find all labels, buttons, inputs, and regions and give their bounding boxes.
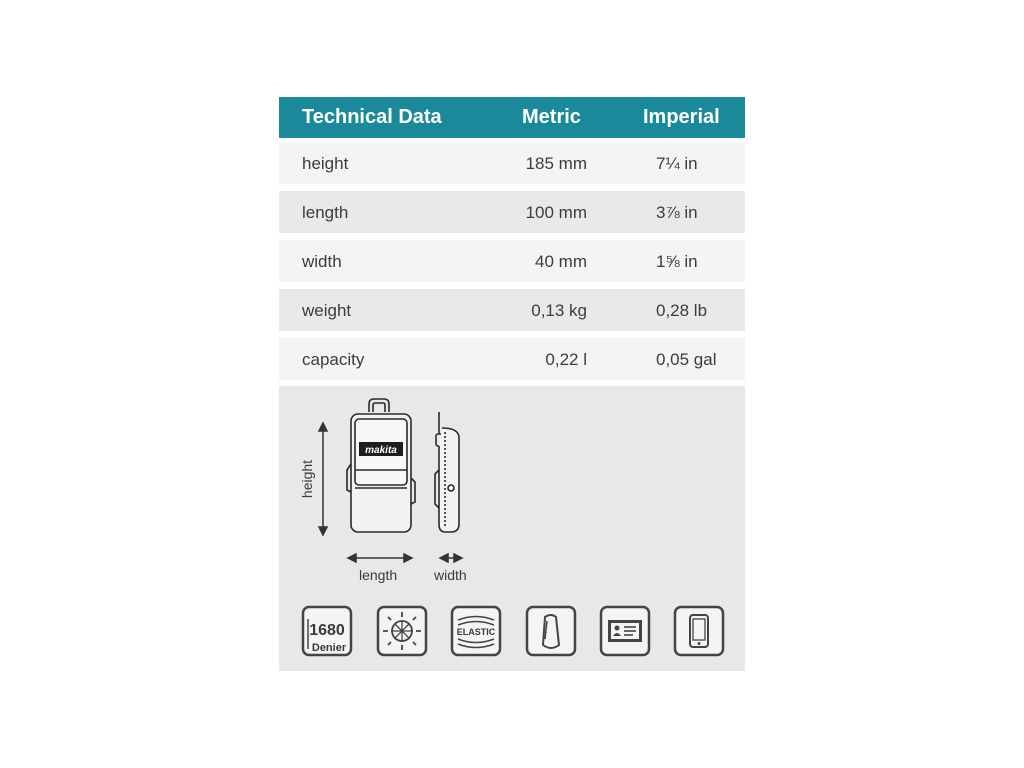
product-diagram-area xyxy=(279,386,745,671)
carabiner-icon xyxy=(525,605,577,657)
pouch-front-view xyxy=(347,399,415,532)
row-imperial: 0,28 lb xyxy=(656,301,708,320)
header-imperial: Imperial xyxy=(643,106,720,128)
row-metric: 0,22 l xyxy=(545,350,587,369)
denier-icon xyxy=(301,605,353,657)
table-header xyxy=(279,97,745,138)
denier-number: 1680 xyxy=(309,622,345,639)
header-metric: Metric xyxy=(522,106,581,128)
length-arrow xyxy=(348,554,412,562)
row-imperial: 1⅝ in xyxy=(656,252,698,271)
durable-fabric-icon xyxy=(376,605,428,657)
product-dimension-drawing xyxy=(279,386,745,586)
header-technical-data: Technical Data xyxy=(302,106,442,128)
row-label: weight xyxy=(302,301,352,320)
width-label: width xyxy=(434,567,467,583)
feature-icons xyxy=(279,605,745,657)
table-row xyxy=(279,240,745,282)
denier-word: Denier xyxy=(311,642,347,654)
table-row xyxy=(279,191,745,233)
row-metric: 185 mm xyxy=(525,154,587,173)
table-row xyxy=(279,338,745,380)
row-label: capacity xyxy=(302,350,365,369)
row-metric: 100 mm xyxy=(525,203,587,222)
id-card-holder-icon xyxy=(599,605,651,657)
elastic-word: ELASTIC xyxy=(456,627,496,637)
elastic-icon xyxy=(450,605,502,657)
row-label: width xyxy=(302,252,342,271)
length-label: length xyxy=(359,567,398,583)
row-imperial: 7¼ in xyxy=(656,154,698,173)
width-arrow xyxy=(440,554,462,562)
height-label: height xyxy=(299,459,315,499)
row-imperial: 3⅞ in xyxy=(656,203,698,222)
technical-data-panel xyxy=(279,97,745,654)
row-metric: 0,13 kg xyxy=(531,301,587,320)
table-row xyxy=(279,289,745,331)
row-metric: 40 mm xyxy=(535,252,587,271)
row-label: height xyxy=(302,154,349,173)
smartphone-icon xyxy=(673,605,725,657)
brand-logo: makita xyxy=(365,445,397,456)
row-label: length xyxy=(302,203,349,222)
row-imperial: 0,05 gal xyxy=(656,350,717,369)
table-row xyxy=(279,142,745,184)
height-arrow xyxy=(319,423,327,535)
pouch-side-view xyxy=(435,412,459,532)
